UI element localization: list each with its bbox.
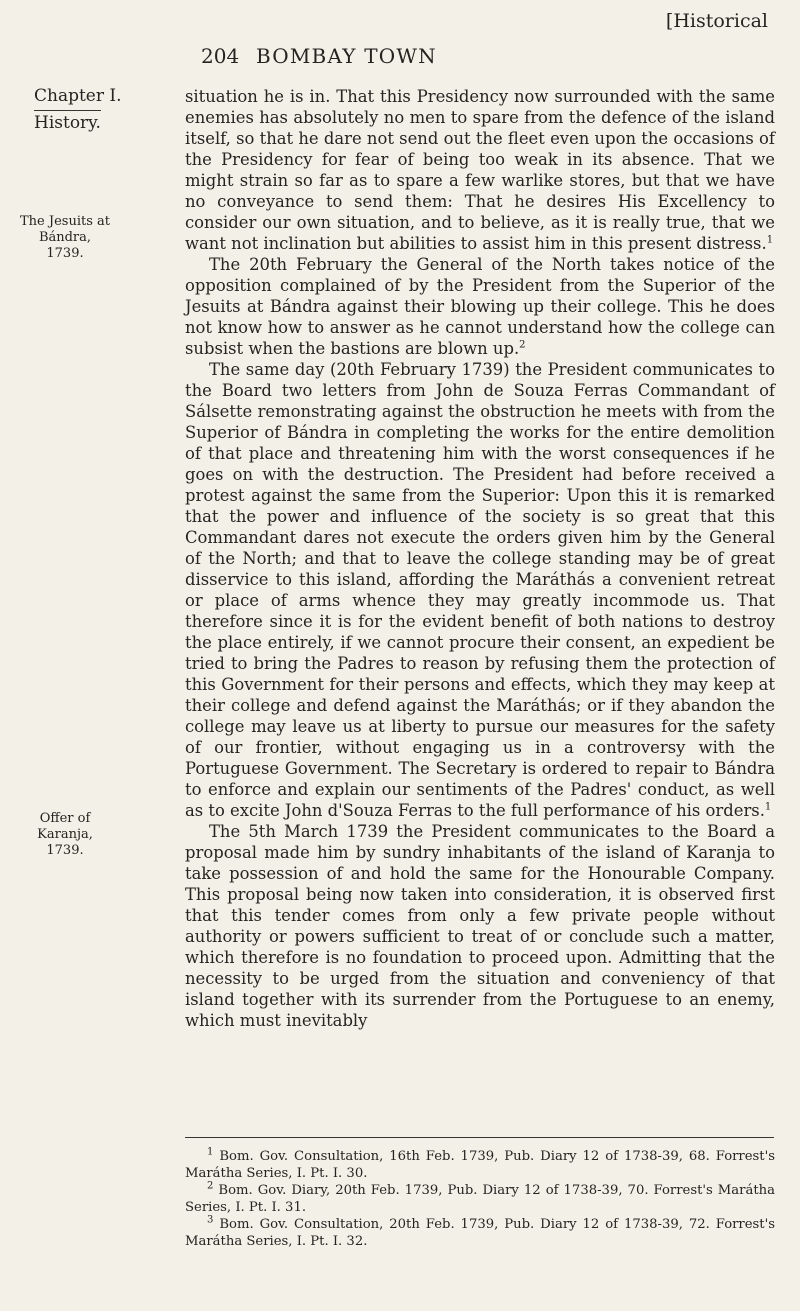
margin-history: History. xyxy=(34,110,101,133)
footnote-rule xyxy=(185,1137,774,1138)
footnotes xyxy=(185,1148,775,1250)
page-number: 204 xyxy=(201,44,240,68)
main-text xyxy=(185,86,775,1031)
footnote: $^1$ Bom. Gov. Consultation, 16th Feb. 1739, Pub. Diary 12 of 1738-39, 68. Forrest's Marátha Series, I. Pt. I. 30. xyxy=(185,1146,775,1181)
section-tag: [Historical xyxy=(665,10,768,32)
footnote: $^2$ Bom. Gov. Diary, 20th Feb. 1739, Pub. Diary 12 of 1738-39, 70. Forrest's Marátha Series, I. Pt. I. 31. xyxy=(185,1180,775,1215)
paragraph: The same day (20th February 1739) the President communicates to the Board two letters from John de Souza Ferras Commandant of Sálsette remonstrating against the obstruction he meets with from the Superior of Bándra in completing the works for the entire demolition of that place and threatening him with the worst consequences if he goes on with the destruction. The President had before received a protest against the same from the Superior: Upon this it is remarked that the power and influence of the society is so great that this Commandant dares not execute the orders given him by the General of the North; and that to leave the college standing may be of great disservice to this island, affording the Maráthás a convenient retreat or place of arms whence they may greatly incommode us. That therefore since it is for the evident benefit of both nations to destroy the place entirely, if we cannot procure their consent, an expedient be tried to bring the Padres to reason by refusing them the protection of this Government for their persons and effects, which they may keep at their college and defend against the Maráthás; or if they abandon the college may leave us at liberty to pursue our measures for the safety of our frontier, without engaging us in a controversy with the Portuguese Government. The Secretary is ordered to repair to Bándra to enforce and explain our sentiments of the Padres' conduct, as well as to excite John d'Souza Ferras to the full performance of his orders.$^1$ xyxy=(185,360,775,820)
paragraph: situation he is in. That this Presidency now surrounded with the same enemies has absolutely no men to spare from the defence of the island itself, so that he dare not send out the fleet even upon the occasions of the Presidency for fear of being too weak in its absence. That we might strain so far as to spare a few warlike stores, but that we have no conveyance to send them: That he desires His Excellency to consider our own situation, and to believe, as it is really true, that we want not inclination but abilities to assist him in this present distress.$^1$ xyxy=(185,87,775,253)
footnote: $^3$ Bom. Gov. Consultation, 20th Feb. 1739, Pub. Diary 12 of 1738-39, 72. Forrest's Marátha Series, I. Pt. I. 32. xyxy=(185,1214,775,1249)
running-title: BOMBAY TOWN xyxy=(256,44,437,68)
book-page: [Historical 204 BOMBAY TOWN Chapter I. History. The Jesuits at Bándra, 1739. Offer of Karanja, 1739. situation he is in. That this Presidency now surrounded with the same enemies has absolutely no men to spare from the defence of the island itself, so that he dare not send out the fleet even upon the occasions of the Presidency for fear of being too weak in its absence. That we might strain so far as to spare a few warlike stores, but that we have no conveyance to send them: That he desires His Excellency to consider our own situation, and to believe, as it is really true, that we want not inclination but abilities to assist him in this present distress.$^1$ The 20th February the General of the North takes notice of the opposition complained of by the President from the Superior of the Jesuits at Bándra against their blowing up their college. This he does not know how to answer as he cannot understand how the college can subsist when the bastions are blown up.$^2$ The same day (20th February 1739) the President communicates to the Board two letters from John de Souza Ferras Commandant of Sálsette remonstrating against the obstruction he meets with from the Superior of Bándra in completing the works for the entire demolition of that place and threatening him with the worst consequences if he goes on with the destruction. The President had before received a protest against the same from the Superior: Upon this it is remarked that the power and influence of the society is so great that this Commandant dares not execute the orders given him by the General of the North; and that to leave the college standing may be of great disservice to this island, affording the Maráthás a convenient retreat or place of arms whence they may greatly incommode us. That therefore since it is for the evident benefit of both nations to destroy the place entirely, if we cannot procure their consent, an expedient be tried to bring the Padres to reason by refusing them the protection of this Government for their persons and effects, which they may keep at their college and defend against the Maráthás; or if they abandon the college may leave us at liberty to pursue our measures for the safety of our frontier, without engaging us in a controversy with the Portuguese Government. The Secretary is ordered to repair to Bándra to enforce and explain our sentiments of the Padres' conduct, as well as to excite John d'Souza Ferras to the full performance of his orders.$^1$ The 5th March 1739 the President communicates to the Board a proposal made him by sundry inhabitants of the island of Karanja to take possession of and hold the same for the Honourable Company. This proposal being now taken into consideration, it is observed first that this tender comes from only a few private people without authority or powers sufficient to treat of or conclude such a matter, which therefore is no foundation to proceed upon. Admitting that the necessity to be urged from the situation and conveniency of that island together with its surrender from the Portuguese to an enemy, which must inevitably $^1$ Bom. Gov. Consultation, 16th Feb. 1739, Pub. Diary 12 of 1738-39, 68. Forrest's Marátha Series, I. Pt. I. 30. $^2$ Bom. Gov. Diary, 20th Feb. 1739, Pub. Diary 12 of 1738-39, 70. Forrest's Marátha Series, I. Pt. I. 31. $^3$ Bom. Gov. Consultation, 20th Feb. 1739, Pub. Diary 12 of 1738-39, 72. Forrest's Marátha Series, I. Pt. I. 32. xyxy=(20,10,775,1249)
paragraph: The 20th February the General of the North takes notice of the opposition complained of by the President from the Superior of the Jesuits at Bándra against their blowing up their college. This he does not know how to answer as he cannot understand how the college can subsist when the bastions are blown up.$^2$ xyxy=(185,255,775,358)
margin-chapter: Chapter I. xyxy=(34,86,122,106)
paragraph: The 5th March 1739 the President communicates to the Board a proposal made him by sundry inhabitants of the island of Karanja to take possession of and hold the same for the Honourable Company. This proposal being now taken into consideration, it is observed first that this tender comes from only a few private people without authority or powers sufficient to treat of or conclude such a matter, which therefore is no foundation to proceed upon. Admitting that the necessity to be urged from the situation and conveniency of that island together with its surrender from the Portuguese to an enemy, which must inevitably xyxy=(185,822,775,1030)
